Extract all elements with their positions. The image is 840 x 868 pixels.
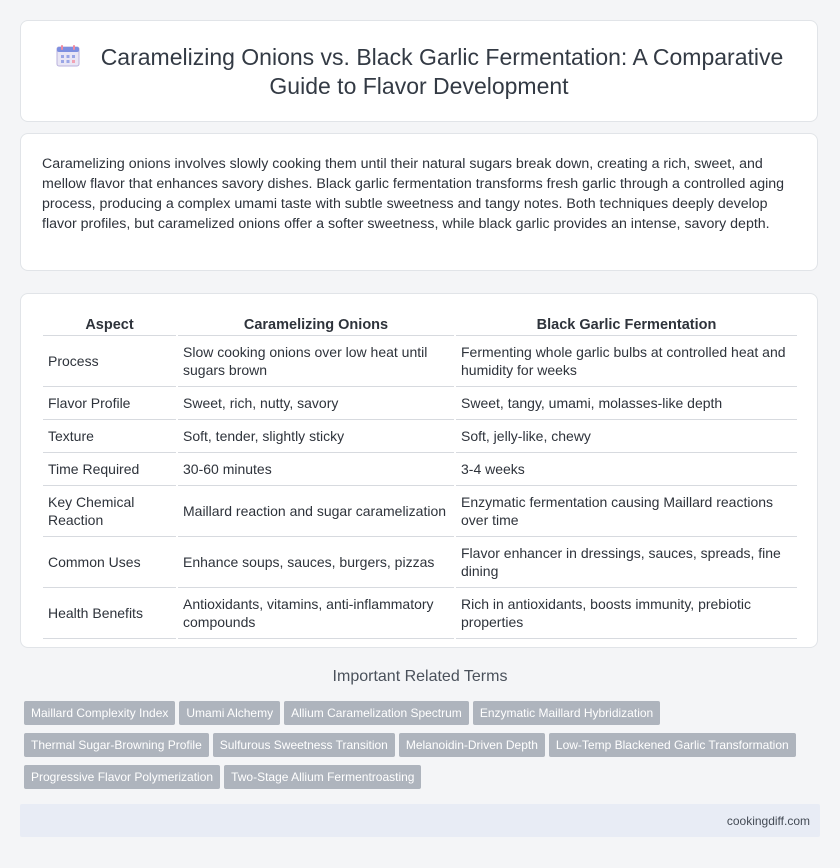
related-term-tag[interactable]: Umami Alchemy bbox=[179, 701, 280, 725]
table-cell: Health Benefits bbox=[43, 588, 176, 639]
column-header: Caramelizing Onions bbox=[178, 314, 454, 336]
column-header: Black Garlic Fermentation bbox=[456, 314, 797, 336]
table-row bbox=[43, 387, 797, 420]
related-term-tag[interactable]: Thermal Sugar-Browning Profile bbox=[24, 733, 209, 757]
page-title-text: Caramelizing Onions vs. Black Garlic Fermentation: A Comparative Guide to Flavor Development bbox=[100, 44, 784, 99]
related-terms-heading: Important Related Terms bbox=[332, 668, 508, 685]
table-row bbox=[43, 588, 797, 639]
table-cell: Flavor enhancer in dressings, sauces, spreads, fine dining bbox=[456, 537, 797, 588]
related-term-tag[interactable]: Allium Caramelization Spectrum bbox=[284, 701, 469, 725]
table-cell: Process bbox=[43, 336, 176, 387]
table-cell: Flavor Profile bbox=[43, 387, 176, 420]
table-cell: Time Required bbox=[43, 453, 176, 486]
footer-site-link[interactable]: cookingdiff.com bbox=[726, 814, 810, 828]
calendar-icon bbox=[55, 44, 81, 68]
table-header-row bbox=[43, 314, 797, 336]
header-card bbox=[20, 20, 818, 122]
page-title bbox=[41, 43, 797, 101]
related-term-tag[interactable]: Sulfurous Sweetness Transition bbox=[213, 733, 395, 757]
related-term-tag[interactable]: Maillard Complexity Index bbox=[24, 701, 175, 725]
table-cell: Soft, jelly-like, chewy bbox=[456, 420, 797, 453]
table-cell: Antioxidants, vitamins, anti-inflammatory compounds bbox=[178, 588, 454, 639]
related-terms-list bbox=[24, 701, 824, 797]
related-term-tag[interactable]: Melanoidin-Driven Depth bbox=[399, 733, 545, 757]
table-cell: Fermenting whole garlic bulbs at controlled heat and humidity for weeks bbox=[456, 336, 797, 387]
comparison-table bbox=[41, 314, 799, 639]
table-row bbox=[43, 486, 797, 537]
table-cell: 3-4 weeks bbox=[456, 453, 797, 486]
related-term-tag[interactable]: Two-Stage Allium Fermentroasting bbox=[224, 765, 421, 789]
table-cell: Soft, tender, slightly sticky bbox=[178, 420, 454, 453]
table-row bbox=[43, 537, 797, 588]
table-cell: Enhance soups, sauces, burgers, pizzas bbox=[178, 537, 454, 588]
table-cell: Maillard reaction and sugar caramelization bbox=[178, 486, 454, 537]
column-header: Aspect bbox=[43, 314, 176, 336]
table-cell: 30-60 minutes bbox=[178, 453, 454, 486]
table-cell: Common Uses bbox=[43, 537, 176, 588]
table-cell: Key Chemical Reaction bbox=[43, 486, 176, 537]
intro-card bbox=[20, 133, 818, 271]
table-row bbox=[43, 336, 797, 387]
related-term-tag[interactable]: Low-Temp Blackened Garlic Transformation bbox=[549, 733, 796, 757]
table-cell: Sweet, tangy, umami, molasses-like depth bbox=[456, 387, 797, 420]
table-cell: Sweet, rich, nutty, savory bbox=[178, 387, 454, 420]
table-cell: Texture bbox=[43, 420, 176, 453]
table-row bbox=[43, 420, 797, 453]
table-cell: Rich in antioxidants, boosts immunity, prebiotic properties bbox=[456, 588, 797, 639]
related-term-tag[interactable]: Progressive Flavor Polymerization bbox=[24, 765, 220, 789]
related-term-tag[interactable]: Enzymatic Maillard Hybridization bbox=[473, 701, 660, 725]
table-row bbox=[43, 453, 797, 486]
intro-paragraph: Caramelizing onions involves slowly cooking them until their natural sugars break down, creating a rich, sweet, and mellow flavor that enhances savory dishes. Black garlic fermentation transforms fresh garlic through a controlled aging process, producing a complex umami taste with subtle sweetness and tangy notes. Both techniques deeply develop flavor profiles, but caramelized onions offer a softer sweetness, while black garlic provides an intense, savory depth. bbox=[42, 156, 785, 232]
comparison-table-card bbox=[20, 293, 818, 648]
table-cell: Slow cooking onions over low heat until sugars brown bbox=[178, 336, 454, 387]
table-cell: Enzymatic fermentation causing Maillard reactions over time bbox=[456, 486, 797, 537]
footer-bar bbox=[20, 804, 820, 837]
